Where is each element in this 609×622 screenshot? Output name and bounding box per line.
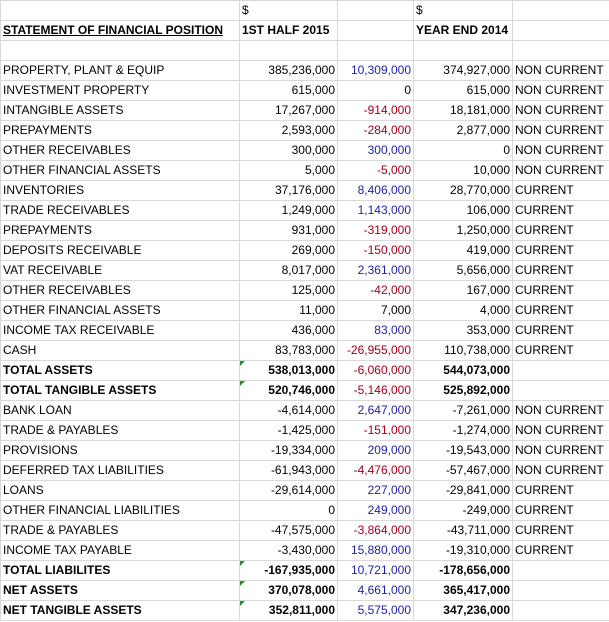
line-item-label[interactable]: PREPAYMENTS [1, 121, 240, 141]
value-ye2014[interactable]: 2,877,000 [414, 121, 513, 141]
line-item-label[interactable]: INTANGIBLE ASSETS [1, 101, 240, 121]
table-row [1, 301, 609, 321]
cell[interactable] [338, 41, 414, 61]
value-ye2014[interactable]: 167,000 [414, 281, 513, 301]
cell[interactable] [513, 1, 609, 21]
classification-label[interactable]: CURRENT [513, 241, 609, 261]
table-row [1, 581, 609, 601]
table-row [1, 381, 609, 401]
line-item-label[interactable]: PROPERTY, PLANT & EQUIP [1, 61, 240, 81]
change-value[interactable]: -5,146,000 [338, 381, 414, 401]
table-row [1, 361, 609, 381]
change-value[interactable]: -26,955,000 [338, 341, 414, 361]
table-row [1, 181, 609, 201]
table-row [1, 481, 609, 501]
classification-label[interactable]: CURRENT [513, 261, 609, 281]
classification-label[interactable]: NON CURRENT [513, 441, 609, 461]
value-1h2015[interactable]: -47,575,000 [240, 521, 338, 541]
line-item-label[interactable]: CASH [1, 341, 240, 361]
value-ye2014[interactable]: -57,467,000 [414, 461, 513, 481]
table-row [1, 521, 609, 541]
line-item-label[interactable]: PREPAYMENTS [1, 221, 240, 241]
change-value[interactable]: -319,000 [338, 221, 414, 241]
currency-row [1, 1, 609, 21]
currency-symbol-1h2015[interactable]: $ [240, 1, 338, 21]
change-value[interactable]: 1,143,000 [338, 201, 414, 221]
table-row [1, 541, 609, 561]
classification-label[interactable] [513, 561, 609, 581]
change-value[interactable]: -5,000 [338, 161, 414, 181]
classification-label[interactable]: CURRENT [513, 181, 609, 201]
table-row [1, 601, 609, 621]
table-row [1, 341, 609, 361]
value-ye2014[interactable]: 353,000 [414, 321, 513, 341]
change-value[interactable]: 15,880,000 [338, 541, 414, 561]
value-ye2014[interactable]: 10,000 [414, 161, 513, 181]
classification-label[interactable]: NON CURRENT [513, 401, 609, 421]
classification-label[interactable]: CURRENT [513, 201, 609, 221]
value-ye2014[interactable]: -178,656,000 [414, 561, 513, 581]
change-value[interactable]: 7,000 [338, 301, 414, 321]
change-value[interactable]: -151,000 [338, 421, 414, 441]
header-row [1, 21, 609, 41]
currency-symbol-ye2014[interactable]: $ [414, 1, 513, 21]
change-value[interactable]: 8,406,000 [338, 181, 414, 201]
classification-label[interactable]: CURRENT [513, 301, 609, 321]
table-row [1, 401, 609, 421]
classification-label[interactable]: CURRENT [513, 321, 609, 341]
value-1h2015[interactable]: -1,425,000 [240, 421, 338, 441]
value-ye2014[interactable]: 4,000 [414, 301, 513, 321]
value-ye2014[interactable]: 110,738,000 [414, 341, 513, 361]
value-1h2015[interactable]: 11,000 [240, 301, 338, 321]
table-row [1, 281, 609, 301]
change-value[interactable]: 2,361,000 [338, 261, 414, 281]
change-value[interactable]: 83,000 [338, 321, 414, 341]
value-1h2015[interactable]: -29,614,000 [240, 481, 338, 501]
value-1h2015[interactable]: 8,017,000 [240, 261, 338, 281]
line-item-label[interactable]: TRADE & PAYABLES [1, 521, 240, 541]
value-1h2015[interactable]: 615,000 [240, 81, 338, 101]
table-row [1, 501, 609, 521]
value-1h2015[interactable]: 17,267,000 [240, 101, 338, 121]
value-1h2015[interactable]: 385,236,000 [240, 61, 338, 81]
change-value[interactable]: -6,060,000 [338, 361, 414, 381]
line-item-label[interactable]: TRADE RECEIVABLES [1, 201, 240, 221]
change-value[interactable]: 10,721,000 [338, 561, 414, 581]
line-item-label[interactable]: VAT RECEIVABLE [1, 261, 240, 281]
value-1h2015[interactable]: 83,783,000 [240, 341, 338, 361]
classification-label[interactable] [513, 361, 609, 381]
change-value[interactable]: -914,000 [338, 101, 414, 121]
cell[interactable] [1, 1, 240, 21]
cell[interactable] [513, 21, 609, 41]
value-1h2015[interactable]: -3,430,000 [240, 541, 338, 561]
value-1h2015[interactable]: 0 [240, 501, 338, 521]
value-ye2014[interactable]: -43,711,000 [414, 521, 513, 541]
value-ye2014[interactable]: 0 [414, 141, 513, 161]
classification-label[interactable] [513, 601, 609, 621]
cell[interactable] [414, 41, 513, 61]
line-item-label[interactable]: INCOME TAX PAYABLE [1, 541, 240, 561]
line-item-label[interactable]: OTHER RECEIVABLES [1, 141, 240, 161]
line-item-label[interactable]: OTHER FINANCIAL LIABILITIES [1, 501, 240, 521]
line-item-label[interactable]: INVENTORIES [1, 181, 240, 201]
line-item-label[interactable]: INVESTMENT PROPERTY [1, 81, 240, 101]
value-1h2015[interactable]: 269,000 [240, 241, 338, 261]
classification-label[interactable]: CURRENT [513, 541, 609, 561]
line-item-label[interactable]: OTHER RECEIVABLES [1, 281, 240, 301]
line-item-label[interactable]: OTHER FINANCIAL ASSETS [1, 161, 240, 181]
value-ye2014[interactable]: 347,236,000 [414, 601, 513, 621]
period-ye2014-header[interactable]: YEAR END 2014 [414, 21, 513, 41]
value-1h2015[interactable]: 352,811,000 [240, 601, 338, 621]
value-1h2015[interactable]: -61,943,000 [240, 461, 338, 481]
classification-label[interactable] [513, 381, 609, 401]
table-row [1, 201, 609, 221]
table-row [1, 81, 609, 101]
line-item-label[interactable]: OTHER FINANCIAL ASSETS [1, 301, 240, 321]
classification-label[interactable]: CURRENT [513, 341, 609, 361]
value-ye2014[interactable]: 365,417,000 [414, 581, 513, 601]
line-item-label[interactable]: BANK LOAN [1, 401, 240, 421]
period-1h2015-header[interactable]: 1ST HALF 2015 [240, 21, 338, 41]
line-item-label[interactable]: TOTAL TANGIBLE ASSETS [1, 381, 240, 401]
classification-label[interactable]: CURRENT [513, 221, 609, 241]
cell[interactable] [240, 41, 338, 61]
line-item-label[interactable]: DEFERRED TAX LIABILITIES [1, 461, 240, 481]
table-row [1, 101, 609, 121]
change-value[interactable]: 10,309,000 [338, 61, 414, 81]
classification-label[interactable]: CURRENT [513, 501, 609, 521]
statement-title[interactable]: STATEMENT OF FINANCIAL POSITION [1, 21, 240, 41]
table-row [1, 221, 609, 241]
value-1h2015[interactable]: 538,013,000 [240, 361, 338, 381]
value-ye2014[interactable]: -19,310,000 [414, 541, 513, 561]
classification-label[interactable]: NON CURRENT [513, 121, 609, 141]
value-1h2015[interactable]: -167,935,000 [240, 561, 338, 581]
classification-label[interactable]: CURRENT [513, 481, 609, 501]
table-row [1, 561, 609, 581]
value-1h2015[interactable]: 1,249,000 [240, 201, 338, 221]
table-row [1, 421, 609, 441]
line-item-label[interactable]: PROVISIONS [1, 441, 240, 461]
table-row [1, 261, 609, 281]
table-row [1, 241, 609, 261]
line-item-label[interactable]: LOANS [1, 481, 240, 501]
table-row [1, 121, 609, 141]
value-1h2015[interactable]: 125,000 [240, 281, 338, 301]
change-value[interactable]: 5,575,000 [338, 601, 414, 621]
classification-label[interactable]: NON CURRENT [513, 101, 609, 121]
classification-label[interactable]: NON CURRENT [513, 161, 609, 181]
line-item-label[interactable]: TRADE & PAYABLES [1, 421, 240, 441]
change-value[interactable]: -4,476,000 [338, 461, 414, 481]
classification-label[interactable]: NON CURRENT [513, 81, 609, 101]
value-1h2015[interactable]: -19,334,000 [240, 441, 338, 461]
cell[interactable] [338, 1, 414, 21]
line-item-label[interactable]: TOTAL ASSETS [1, 361, 240, 381]
value-1h2015[interactable]: 436,000 [240, 321, 338, 341]
classification-label[interactable]: CURRENT [513, 521, 609, 541]
value-1h2015[interactable]: 520,746,000 [240, 381, 338, 401]
change-value[interactable]: 209,000 [338, 441, 414, 461]
change-value[interactable]: 0 [338, 81, 414, 101]
table-row [1, 441, 609, 461]
table-row [1, 321, 609, 341]
value-ye2014[interactable]: 544,073,000 [414, 361, 513, 381]
value-ye2014[interactable]: -7,261,000 [414, 401, 513, 421]
value-ye2014[interactable]: -19,543,000 [414, 441, 513, 461]
value-1h2015[interactable]: 300,000 [240, 141, 338, 161]
value-1h2015[interactable]: 931,000 [240, 221, 338, 241]
classification-label[interactable]: NON CURRENT [513, 461, 609, 481]
value-1h2015[interactable]: 37,176,000 [240, 181, 338, 201]
line-item-label[interactable]: DEPOSITS RECEIVABLE [1, 241, 240, 261]
change-value[interactable]: -42,000 [338, 281, 414, 301]
cell[interactable] [1, 41, 240, 61]
classification-label[interactable]: NON CURRENT [513, 421, 609, 441]
change-value[interactable]: -284,000 [338, 121, 414, 141]
blank-row [1, 41, 609, 61]
table-row [1, 141, 609, 161]
value-ye2014[interactable]: 28,770,000 [414, 181, 513, 201]
classification-label[interactable]: CURRENT [513, 281, 609, 301]
value-ye2014[interactable]: 525,892,000 [414, 381, 513, 401]
change-value[interactable]: 249,000 [338, 501, 414, 521]
cell[interactable] [338, 21, 414, 41]
line-item-label[interactable]: NET ASSETS [1, 581, 240, 601]
value-1h2015[interactable]: 370,078,000 [240, 581, 338, 601]
value-ye2014[interactable]: 5,656,000 [414, 261, 513, 281]
table-row [1, 161, 609, 181]
value-ye2014[interactable]: -29,841,000 [414, 481, 513, 501]
value-1h2015[interactable]: 2,593,000 [240, 121, 338, 141]
value-ye2014[interactable]: 615,000 [414, 81, 513, 101]
classification-label[interactable]: NON CURRENT [513, 61, 609, 81]
change-value[interactable]: 2,647,000 [338, 401, 414, 421]
change-value[interactable]: 227,000 [338, 481, 414, 501]
value-ye2014[interactable]: 419,000 [414, 241, 513, 261]
classification-label[interactable]: NON CURRENT [513, 141, 609, 161]
classification-label[interactable] [513, 581, 609, 601]
change-value[interactable]: -3,864,000 [338, 521, 414, 541]
value-ye2014[interactable]: 106,000 [414, 201, 513, 221]
value-ye2014[interactable]: -1,274,000 [414, 421, 513, 441]
change-value[interactable]: 4,661,000 [338, 581, 414, 601]
value-ye2014[interactable]: 374,927,000 [414, 61, 513, 81]
line-item-label[interactable]: NET TANGIBLE ASSETS [1, 601, 240, 621]
value-ye2014[interactable]: 18,181,000 [414, 101, 513, 121]
value-1h2015[interactable]: 5,000 [240, 161, 338, 181]
value-1h2015[interactable]: -4,614,000 [240, 401, 338, 421]
cell[interactable] [513, 41, 609, 61]
table-row [1, 461, 609, 481]
value-ye2014[interactable]: -249,000 [414, 501, 513, 521]
table-row [1, 61, 609, 81]
change-value[interactable]: 300,000 [338, 141, 414, 161]
line-item-label[interactable]: TOTAL LIABILITES [1, 561, 240, 581]
change-value[interactable]: -150,000 [338, 241, 414, 261]
value-ye2014[interactable]: 1,250,000 [414, 221, 513, 241]
line-item-label[interactable]: INCOME TAX RECEIVABLE [1, 321, 240, 341]
